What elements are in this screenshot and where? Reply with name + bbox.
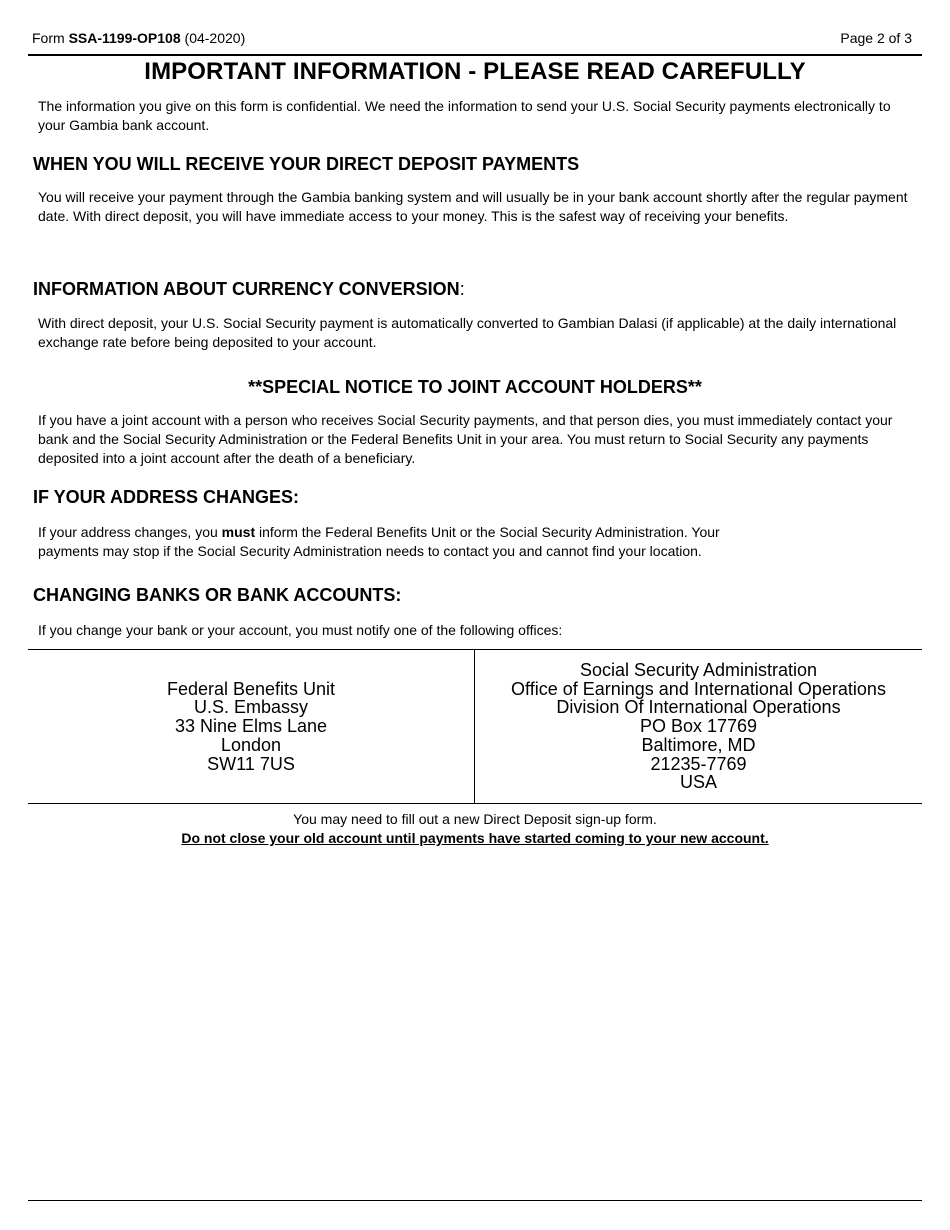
- office-line: Baltimore, MD: [641, 734, 756, 755]
- joint-paragraph: If you have a joint account with a person who receives Social Security payments, and that person dies, you must immediately contact your bank and the Social Security Administration or the Federal Benefits Unit in your area. You must return to Social Security any payments deposited into a joint account after the death of a beneficiary.: [38, 412, 893, 466]
- form-number: SSA-1199-OP108: [68, 30, 181, 46]
- intro-paragraph: The information you give on this form is confidential. We need the information to send your U.S. Social Security payments electronically to your Gambia bank account.: [38, 98, 891, 133]
- form-identifier: [32, 30, 245, 46]
- office-line: 33 Nine Elms Lane: [174, 716, 328, 737]
- offices-table: [28, 649, 922, 804]
- office-social-security-administration: [475, 650, 922, 803]
- office-line: Social Security Administration: [579, 660, 818, 681]
- footer-divider: [28, 1200, 922, 1201]
- office-line: SW11 7US: [207, 753, 295, 774]
- currency-paragraph: With direct deposit, your U.S. Social Security payment is automatically converted to Gambian Dalasi (if applicable) at the daily international exchange rate before being deposited to your account.: [38, 315, 897, 350]
- currency-heading-text: INFORMATION ABOUT CURRENCY CONVERSION: [33, 279, 460, 299]
- address-text-line2: payments may stop if the Social Security Administration needs to contact you and cannot find your location.: [38, 543, 702, 559]
- currency-heading-colon: :: [459, 279, 465, 299]
- office-line: London: [220, 734, 282, 755]
- office-line: USA: [679, 772, 717, 793]
- office-line: PO Box 17769: [639, 716, 758, 737]
- receive-paragraph: You will receive your payment through the Gambia banking system and will usually be in your bank account shortly after the regular payment date. With direct deposit, you will have immediate access to your money. This is the safest way of receiving your benefits.: [38, 189, 908, 224]
- form-date: (04-2020): [180, 30, 246, 46]
- signup-note: You may need to fill out a new Direct Deposit sign-up form.: [293, 811, 657, 827]
- page-title: IMPORTANT INFORMATION - PLEASE READ CAREFULLY: [144, 58, 806, 85]
- receive-heading: WHEN YOU WILL RECEIVE YOUR DIRECT DEPOSIT PAYMENTS: [33, 154, 580, 174]
- office-line: 21235-7769: [650, 753, 747, 774]
- office-line: Division Of International Operations: [556, 697, 841, 718]
- page-header: [28, 30, 922, 56]
- address-paragraph: [38, 523, 908, 561]
- form-prefix: Form: [32, 30, 69, 46]
- joint-heading: **SPECIAL NOTICE TO JOINT ACCOUNT HOLDERS**: [248, 377, 702, 397]
- banks-paragraph: If you change your bank or your account, you must notify one of the following offices:: [38, 622, 563, 638]
- office-line: Federal Benefits Unit: [166, 678, 336, 699]
- address-text-must: must: [221, 524, 256, 540]
- currency-heading: [33, 279, 465, 300]
- office-line: U.S. Embassy: [193, 697, 309, 718]
- warning-note: Do not close your old account until payments have started coming to your new account.: [181, 830, 769, 846]
- office-federal-benefits-unit: [28, 650, 475, 803]
- banks-heading: CHANGING BANKS OR BANK ACCOUNTS:: [33, 585, 402, 605]
- office-line: Office of Earnings and International Operations: [511, 678, 886, 699]
- address-text-end: inform the Federal Benefits Unit or the Social Security Administration. Your: [255, 524, 720, 540]
- address-heading: IF YOUR ADDRESS CHANGES:: [33, 487, 300, 507]
- page-number: Page 2 of 3: [840, 30, 912, 46]
- address-text-start: If your address changes, you: [38, 524, 222, 540]
